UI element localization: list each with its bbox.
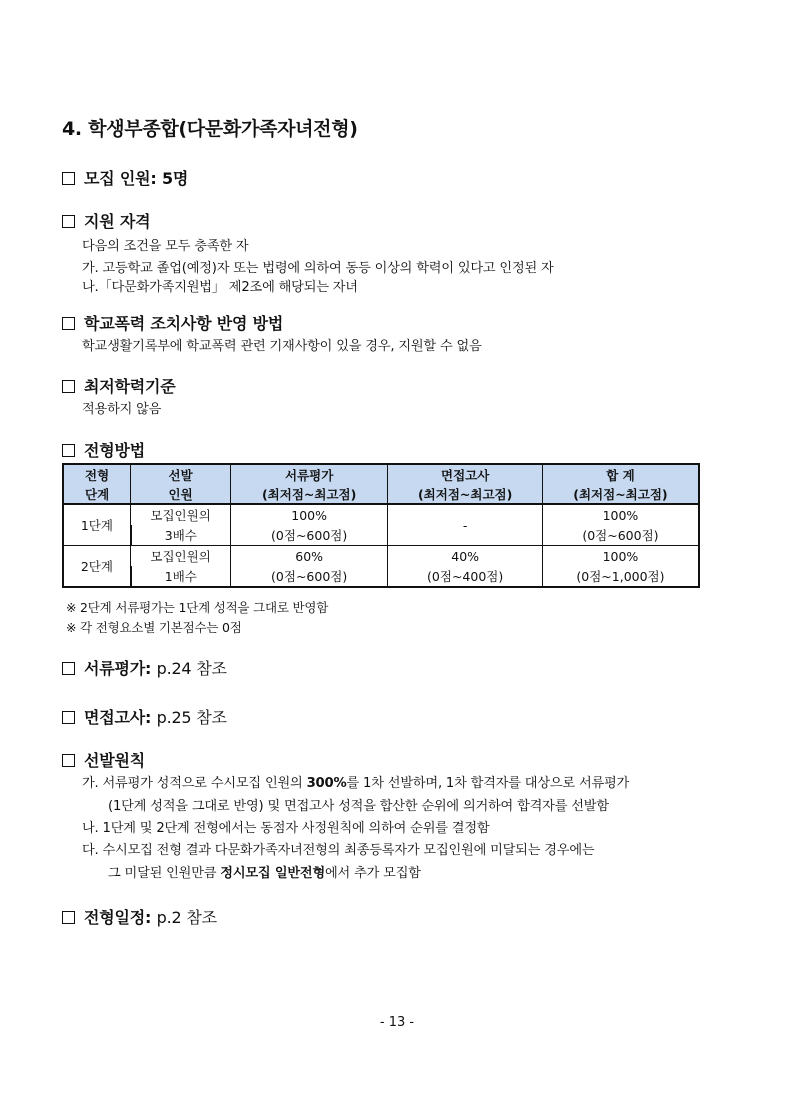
page-title: 4. 학생부종합(다문화가족자녀전형) (62, 118, 358, 140)
header-doc-sub: (최저점~최고점) (230, 484, 388, 504)
checkbox-icon (62, 754, 75, 767)
checkbox-icon (62, 317, 75, 330)
table-row (63, 525, 699, 546)
header-select-sub: 인원 (131, 484, 231, 504)
total-cell: (0점~600점) (542, 525, 699, 546)
principle-c-text2: 에서 추가 모집함 (325, 866, 421, 881)
method-label: 전형방법 (84, 441, 146, 460)
select-cell: 1배수 (131, 566, 231, 587)
doc-cell: (0점~600점) (230, 525, 388, 546)
checkbox-icon (62, 662, 75, 675)
principle-c-text: 그 미달된 인원만큼 (108, 866, 221, 881)
header-total: 합 계 (542, 464, 699, 484)
principle-item-a (82, 772, 629, 791)
principle-item-c: 다. 수시모집 전형 결과 다문화가족자녀전형의 최종등록자가 모집인원에 미달되는 경우에는 (82, 843, 595, 858)
table-row (63, 566, 699, 587)
table-row (63, 546, 699, 567)
doc-eval-ref: p.24 참조 (156, 659, 227, 678)
checkbox-icon (62, 444, 75, 457)
total-cell: 100% (542, 504, 699, 525)
checkbox-icon (62, 711, 75, 724)
principle-a-text2: 를 1차 선발하며, 1차 합격자를 대상으로 서류평가 (346, 776, 630, 791)
doc-cell: 100% (230, 504, 388, 525)
interview-cell: (0점~400점) (388, 566, 543, 587)
table-header-row (63, 484, 699, 504)
doc-eval-label: 서류평가: (84, 659, 152, 678)
checkbox-icon (62, 172, 75, 185)
eligibility-line: 다음의 조건을 모두 충족한 자 (82, 239, 249, 254)
minimum-text: 적용하지 않음 (82, 402, 162, 417)
eligibility-label: 지원 자격 (84, 212, 151, 231)
section-recruit (62, 166, 188, 189)
section-schedule (62, 905, 217, 928)
eligibility-line: 나.「다문화가족지원법」 제2조에 해당되는 자녀 (82, 280, 358, 295)
section-interview (62, 705, 227, 728)
select-cell: 모집인원의 (131, 546, 231, 567)
section-doc-eval (62, 656, 227, 679)
section-violence (62, 311, 283, 334)
schedule-ref: p.2 참조 (156, 908, 217, 927)
method-table (62, 463, 700, 588)
checkbox-icon (62, 380, 75, 393)
section-eligibility (62, 209, 150, 232)
header-total-sub: (최저점~최고점) (542, 484, 699, 504)
select-cell: 모집인원의 (131, 504, 231, 525)
principle-label: 선발원칙 (84, 751, 146, 770)
page-number: - 13 - (379, 1015, 415, 1030)
section-principle (62, 748, 145, 771)
violence-label: 학교폭력 조치사항 반영 방법 (84, 314, 284, 333)
total-cell: 100% (542, 546, 699, 567)
header-doc: 서류평가 (230, 464, 388, 484)
checkbox-icon (62, 215, 75, 228)
header-stage: 전형 (63, 464, 131, 484)
interview-cell: - (388, 504, 543, 546)
header-select: 선발 (131, 464, 231, 484)
method-note: ※ 각 전형요소별 기본점수는 0점 (66, 620, 242, 635)
stage-cell: 1단계 (63, 504, 131, 546)
recruit-value: 5명 (161, 169, 189, 188)
doc-cell: (0점~600점) (230, 566, 388, 587)
header-interview-sub: (최저점~최고점) (388, 484, 543, 504)
principle-item-b: 나. 1단계 및 2단계 전형에서는 동점자 사정원칙에 의하여 순위를 결정함 (82, 821, 490, 836)
method-note: ※ 2단계 서류평가는 1단계 성적을 그대로 반영함 (66, 600, 329, 615)
violence-text: 학교생활기록부에 학교폭력 관련 기재사항이 있을 경우, 지원할 수 없음 (82, 339, 482, 354)
interview-cell: 40% (388, 546, 543, 567)
principle-a-text: 가. 서류평가 성적으로 수시모집 인원의 (82, 776, 307, 791)
total-cell: (0점~1,000점) (542, 566, 699, 587)
table-header-row (63, 464, 699, 484)
interview-label: 면접고사: (84, 708, 152, 727)
eligibility-line: 가. 고등학교 졸업(예정)자 또는 법령에 의하여 동등 이상의 학력이 있다고 인정된 자 (82, 261, 554, 276)
schedule-label: 전형일정: (84, 908, 152, 927)
header-interview: 면접고사 (388, 464, 543, 484)
header-stage-sub: 단계 (63, 484, 131, 504)
principle-a-bold: 300% (306, 776, 347, 791)
principle-c-bold: 정시모집 일반전형 (220, 866, 326, 881)
checkbox-icon (62, 911, 75, 924)
section-method (62, 438, 145, 461)
minimum-label: 최저학력기준 (84, 377, 176, 396)
recruit-label: 모집 인원: (84, 169, 157, 188)
select-cell: 3배수 (131, 525, 231, 546)
stage-cell: 2단계 (63, 546, 131, 588)
principle-a-continued: (1단계 성적을 그대로 반영) 및 면접고사 성적을 합산한 순위에 의거하여 합격자를 선발함 (108, 799, 609, 814)
interview-ref: p.25 참조 (156, 708, 227, 727)
doc-cell: 60% (230, 546, 388, 567)
principle-c-continued (108, 862, 421, 881)
section-minimum (62, 374, 176, 397)
table-row (63, 504, 699, 525)
